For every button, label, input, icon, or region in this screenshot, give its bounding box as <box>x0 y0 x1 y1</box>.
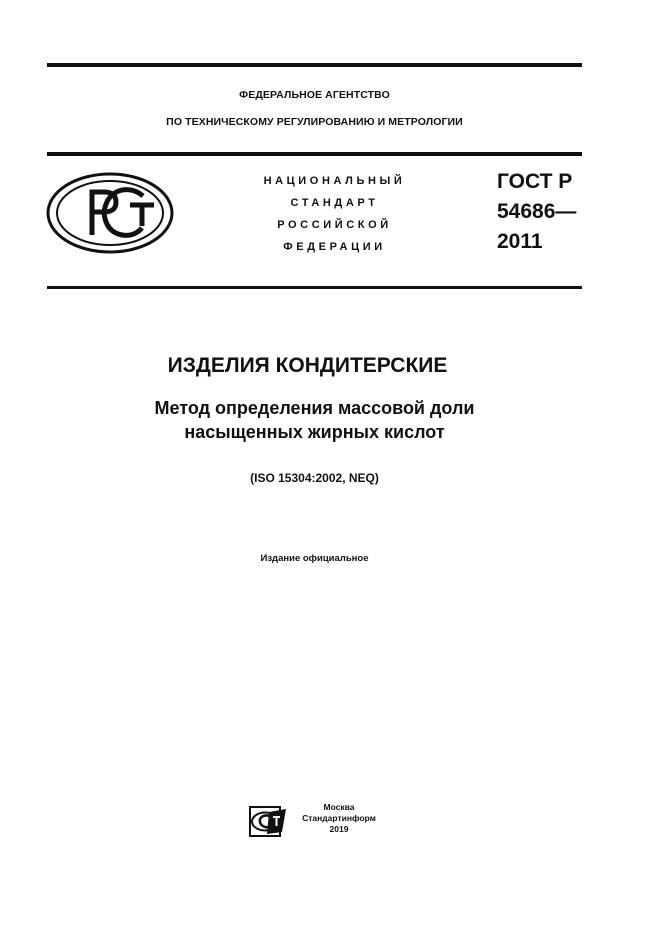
publisher-name: Стандартинформ <box>302 813 376 823</box>
top-rule <box>47 63 582 67</box>
publisher-city: Москва <box>323 802 355 812</box>
standard-rule <box>47 286 582 289</box>
document-subtitle-line-2: насыщенных жирных кислот <box>184 422 445 442</box>
agency-line-1: ФЕДЕРАЛЬНОЕ АГЕНТСТВО <box>239 89 390 101</box>
national-standard-line-3: РОССИЙСКОЙ <box>277 219 392 231</box>
standard-code-line-3: 2011 <box>497 230 543 253</box>
document-subtitle-line-1: Метод определения массовой доли <box>154 398 475 418</box>
iso-reference: (ISO 15304:2002, NEQ) <box>250 471 379 485</box>
national-standard-line-4: ФЕДЕРАЦИИ <box>283 241 386 253</box>
gost-r-logo-icon <box>46 172 174 254</box>
national-standard-line-2: СТАНДАРТ <box>290 197 379 209</box>
agency-line-2: ПО ТЕХНИЧЕСКОМУ РЕГУЛИРОВАНИЮ И МЕТРОЛОГИИ <box>166 116 463 128</box>
publication-year: 2019 <box>329 824 349 834</box>
standartinform-logo-icon <box>249 806 287 837</box>
national-standard-line-1: НАЦИОНАЛЬНЫЙ <box>263 175 406 187</box>
agency-rule <box>47 152 582 156</box>
standard-code-line-2: 54686— <box>497 200 577 223</box>
standard-code-line-1: ГОСТ Р <box>497 170 573 193</box>
document-title: ИЗДЕЛИЯ КОНДИТЕРСКИЕ <box>167 354 448 377</box>
edition-label: Издание официальное <box>260 553 369 564</box>
publisher-block <box>296 802 382 835</box>
